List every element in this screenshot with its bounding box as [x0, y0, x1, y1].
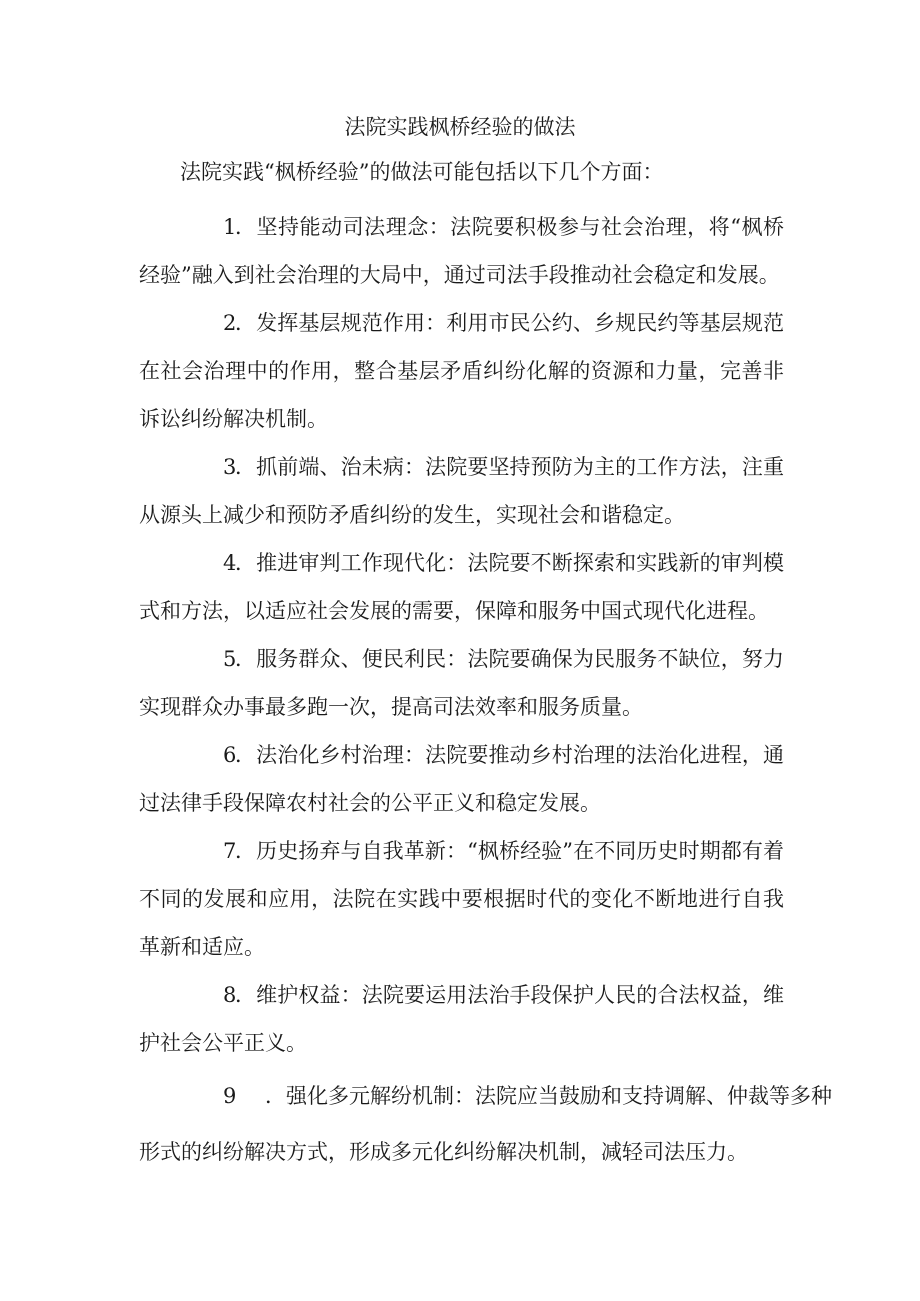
item-number: 6 — [223, 743, 237, 767]
list-item: 7．历史扬弃与自我革新：“枫桥经验”在不同历史时期都有着不同的发展和应用，法院在实践中要根据时代的变化不断地进行自我革新和适应。 — [139, 827, 784, 971]
item-text-continued: 形式的纠纷解决方式，形成多元化纠纷解决机制，减轻司法压力。 — [139, 1140, 748, 1164]
item-text: 强化多元解纷机制：法院应当鼓励和支持调解、仲裁等多种 — [286, 1084, 832, 1108]
item-text: 法治化乡村治理：法院要推动乡村治理的法治化进程，通过法律手段保障农村社会的公平正义和稳定发展。 — [139, 743, 784, 815]
item-number: 1 — [223, 215, 237, 239]
item-number: 3 — [223, 455, 237, 479]
item-number: 9 — [223, 1084, 237, 1108]
intro-paragraph: 法院实践“枫桥经验”的做法可能包括以下几个方面： — [180, 160, 664, 184]
list-item: 8．维护权益：法院要运用法治手段保护人民的合法权益，维护社会公平正义。 — [139, 971, 784, 1067]
item-number: 4 — [223, 551, 237, 575]
item-text: 推进审判工作现代化：法院要不断探索和实践新的审判模式和方法，以适应社会发展的需要，保障和服务中国式现代化进程。 — [139, 551, 784, 623]
item-number: 5 — [223, 647, 237, 671]
item-text: 维护权益：法院要运用法治手段保护人民的合法权益，维护社会公平正义。 — [139, 983, 784, 1055]
item-text: 发挥基层规范作用：利用市民公约、乡规民约等基层规范在社会治理中的作用，整合基层矛盾纠纷化解的资源和力量，完善非诉讼纠纷解决机制。 — [139, 311, 784, 431]
list-item: 6．法治化乡村治理：法院要推动乡村治理的法治化进程，通过法律手段保障农村社会的公平正义和稳定发展。 — [139, 731, 784, 827]
list-item: 4．推进审判工作现代化：法院要不断探索和实践新的审判模式和方法，以适应社会发展的需要，保障和服务中国式现代化进程。 — [139, 539, 784, 635]
item-number: 8 — [223, 983, 237, 1007]
item-text: 历史扬弃与自我革新：“枫桥经验”在不同历史时期都有着不同的发展和应用，法院在实践中要根据时代的变化不断地进行自我革新和适应。 — [139, 839, 784, 959]
list-item: 5．服务群众、便民利民：法院要确保为民服务不缺位，努力实现群众办事最多跑一次，提高司法效率和服务质量。 — [139, 635, 784, 731]
item-text: 服务群众、便民利民：法院要确保为民服务不缺位，努力实现群众办事最多跑一次，提高司法效率和服务质量。 — [139, 647, 784, 719]
item-number: 7 — [223, 839, 237, 863]
list-item: 3．抓前端、治未病：法院要坚持预防为主的工作方法，注重从源头上减少和预防矛盾纠纷的发生，实现社会和谐稳定。 — [139, 443, 784, 539]
item-number: 2 — [223, 311, 237, 335]
list-item: 1．坚持能动司法理念：法院要积极参与社会治理，将“枫桥经验”融入到社会治理的大局中，通过司法手段推动社会稳定和发展。 — [139, 203, 784, 299]
item-text: 抓前端、治未病：法院要坚持预防为主的工作方法，注重从源头上减少和预防矛盾纠纷的发生，实现社会和谐稳定。 — [139, 455, 784, 527]
item-text: 坚持能动司法理念：法院要积极参与社会治理，将“枫桥经验”融入到社会治理的大局中，通过司法手段推动社会稳定和发展。 — [139, 215, 784, 287]
document-title: 法院实践枫桥经验的做法 — [344, 115, 576, 139]
list-item: 9 ．强化多元解纷机制：法院应当鼓励和支持调解、仲裁等多种 形式的纠纷解决方式，形成多元化纠纷解决机制，减轻司法压力。 — [139, 1081, 784, 1167]
list-item: 2．发挥基层规范作用：利用市民公约、乡规民约等基层规范在社会治理中的作用，整合基层矛盾纠纷化解的资源和力量，完善非诉讼纠纷解决机制。 — [139, 299, 784, 443]
